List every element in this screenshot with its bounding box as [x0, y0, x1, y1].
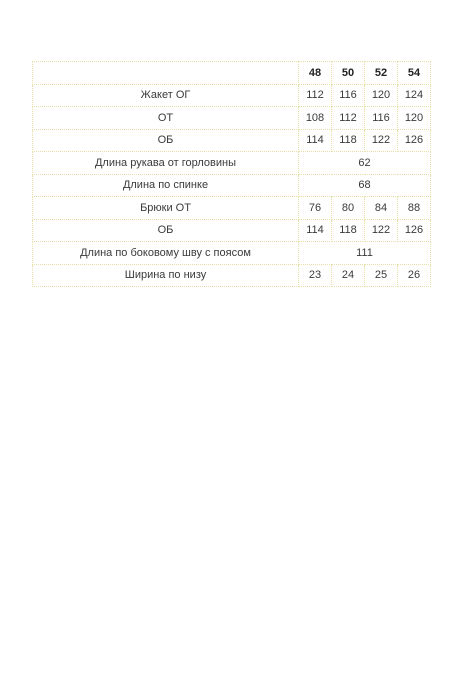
row-label: Жакет ОГ: [33, 84, 299, 107]
size-chart-table: [32, 61, 431, 287]
table-row: [33, 107, 431, 130]
row-value: 80: [332, 197, 365, 220]
row-value: 26: [398, 264, 431, 287]
row-label: Длина рукава от горловины: [33, 152, 299, 175]
row-value: 118: [332, 129, 365, 152]
row-value: 108: [299, 107, 332, 130]
table-row: [33, 219, 431, 242]
row-value: 124: [398, 84, 431, 107]
row-label: ОБ: [33, 129, 299, 152]
table-row: [33, 197, 431, 220]
row-value: 120: [398, 107, 431, 130]
row-value: 126: [398, 219, 431, 242]
row-value: 114: [299, 219, 332, 242]
row-value: 112: [299, 84, 332, 107]
size-header-48: 48: [299, 62, 332, 85]
row-value: 25: [365, 264, 398, 287]
row-value: 126: [398, 129, 431, 152]
row-label: Длина по боковому шву с поясом: [33, 242, 299, 265]
row-value: 116: [365, 107, 398, 130]
row-value: 120: [365, 84, 398, 107]
row-value: 116: [332, 84, 365, 107]
row-value: 114: [299, 129, 332, 152]
row-merged-value: 68: [299, 174, 431, 197]
table-row: [33, 84, 431, 107]
table-row: [33, 242, 431, 265]
row-label: Брюки ОТ: [33, 197, 299, 220]
header-empty-cell: [33, 62, 299, 85]
table-row: [33, 174, 431, 197]
row-merged-value: 62: [299, 152, 431, 175]
row-value: 84: [365, 197, 398, 220]
row-value: 122: [365, 219, 398, 242]
row-value: 23: [299, 264, 332, 287]
table-row: [33, 129, 431, 152]
row-value: 88: [398, 197, 431, 220]
size-header-52: 52: [365, 62, 398, 85]
row-value: 118: [332, 219, 365, 242]
table-row: [33, 264, 431, 287]
row-label: Ширина по низу: [33, 264, 299, 287]
size-header-50: 50: [332, 62, 365, 85]
row-value: 76: [299, 197, 332, 220]
row-label: ОТ: [33, 107, 299, 130]
row-value: 122: [365, 129, 398, 152]
table-row: [33, 152, 431, 175]
size-header-row: [33, 62, 431, 85]
row-value: 24: [332, 264, 365, 287]
row-label: ОБ: [33, 219, 299, 242]
size-header-54: 54: [398, 62, 431, 85]
row-merged-value: 111: [299, 242, 431, 265]
row-label: Длина по спинке: [33, 174, 299, 197]
row-value: 112: [332, 107, 365, 130]
